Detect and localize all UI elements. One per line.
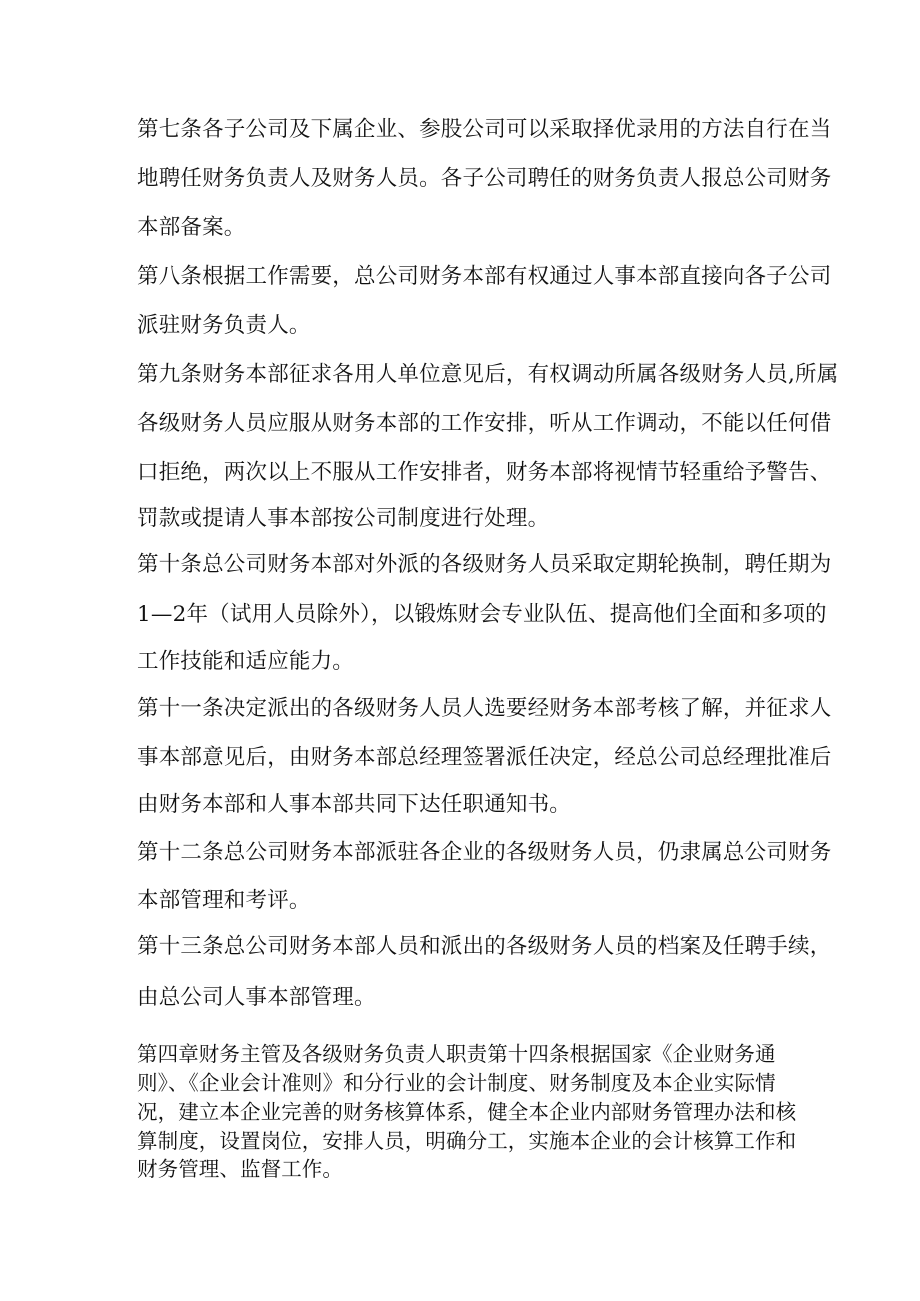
text-line: 第十一条决定派出的各级财务人员人选要经财务本部考核了解，并征求人: [137, 696, 832, 721]
text-line: 本部备案。: [137, 215, 246, 240]
text-line: 第十二条总公司财务本部派驻各企业的各级财务人员，仍隶属总公司财务: [137, 840, 832, 865]
text-line: 第十三条总公司财务本部人员和派出的各级财务人员的档案及任聘手续，: [137, 934, 832, 959]
text-line: 工作技能和适应能力。: [137, 649, 355, 674]
text-line: 地聘任财务负责人及财务人员。各子公司聘任的财务负责人报总公司财务: [137, 166, 832, 191]
text-line: 派驻财务负责人。: [137, 313, 311, 338]
text-line: 第八条根据工作需要，总公司财务本部有权通过人事本部直接向各子公司: [137, 264, 832, 289]
text-line: 第七条各子公司及下属企业、参股公司可以采取择优录用的方法自行在当: [137, 117, 832, 142]
text-line: 罚款或提请人事本部按公司制度进行处理。: [137, 506, 550, 531]
text-line: 事本部意见后，由财务本部总经理签署派任决定，经总公司总经理批准后: [137, 745, 832, 770]
text-line: 本部管理和考评。: [137, 888, 311, 913]
text-line: 口拒绝，两次以上不服从工作安排者，财务本部将视情节轻重给予警告、: [137, 460, 832, 485]
text-line: 第四章财务主管及各级财务负责人职责第十四条根据国家《企业财务通: [137, 1042, 776, 1066]
text-line: 由总公司人事本部管理。: [137, 985, 376, 1010]
text-line: 财务管理、监督工作。: [137, 1157, 343, 1181]
text-line: 第十条总公司财务本部对外派的各级财务人员采取定期轮换制，聘任期为: [137, 552, 832, 577]
text-line: 况，建立本企业完善的财务核算体系，健全本企业内部财务管理办法和核: [137, 1100, 797, 1124]
text-line: 则》、《企业会计准则》和分行业的会计制度、财务制度及本企业实际情: [137, 1071, 776, 1095]
text-line: 算制度，设置岗位，安排人员，明确分工，实施本企业的会计核算工作和: [137, 1129, 797, 1153]
text-line: 各级财务人员应服从财务本部的工作安排，听从工作调动，不能以任何借: [137, 411, 832, 436]
text-line: 第九条财务本部征求各用人单位意见后，有权调动所属各级财务人员,所属: [137, 362, 839, 387]
text-line: 1—2年（试用人员除外），以锻炼财会专业队伍、提高他们全面和多项的: [137, 602, 827, 627]
text-line: 由财务本部和人事本部共同下达任职通知书。: [137, 792, 572, 817]
